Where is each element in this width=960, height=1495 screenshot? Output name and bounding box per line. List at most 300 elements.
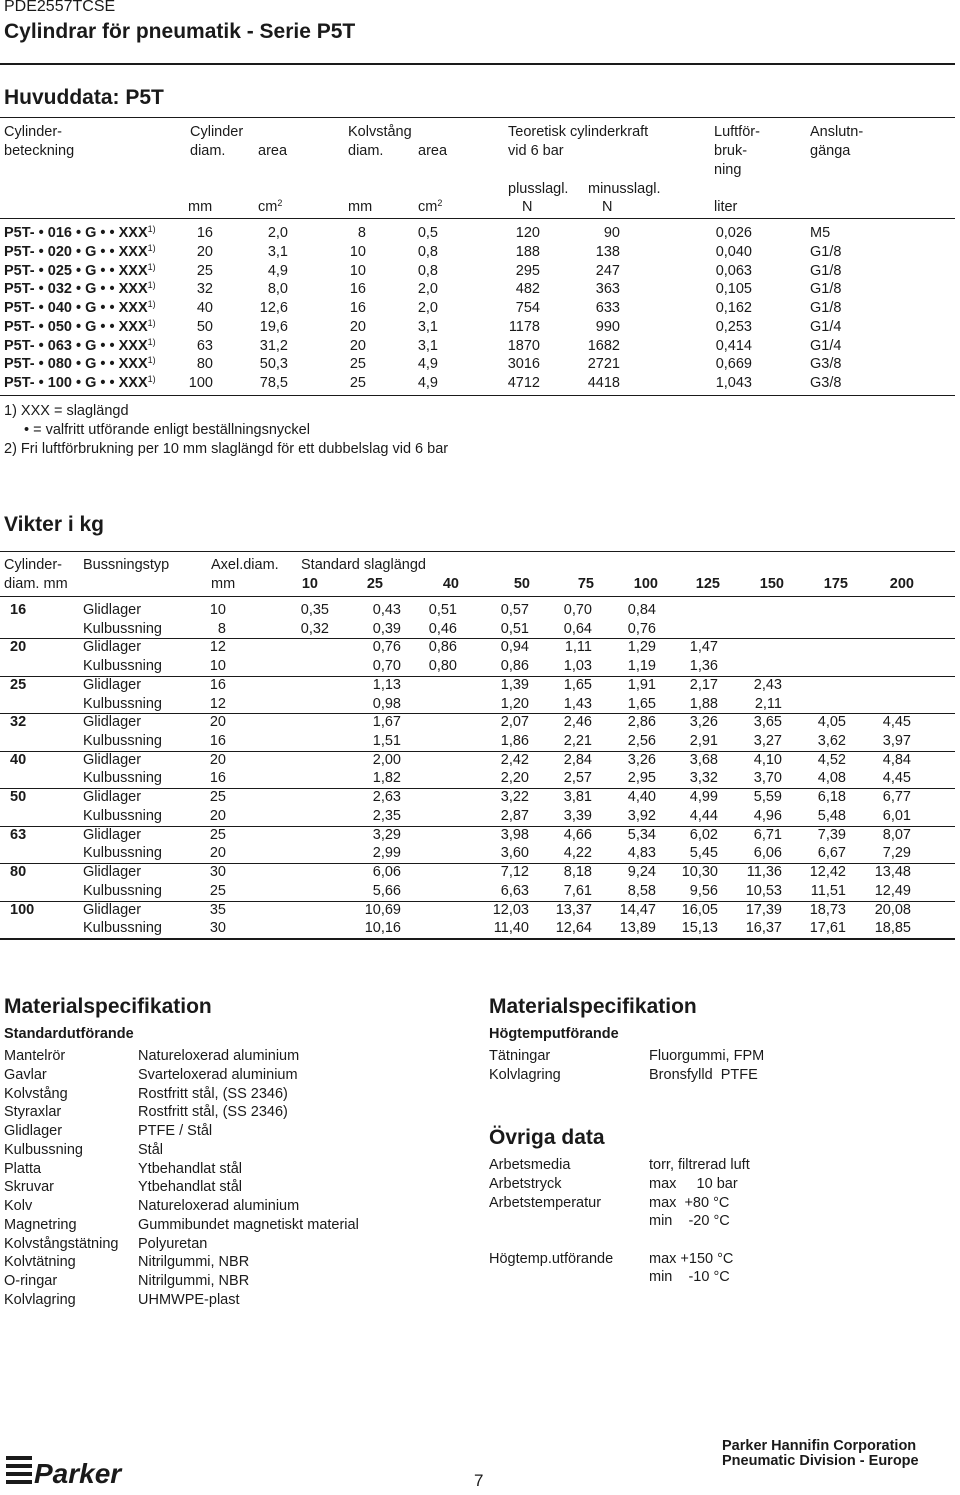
row-axel: 10 — [209, 602, 226, 618]
cell-rd: 25 — [349, 375, 366, 391]
divider — [0, 395, 955, 396]
weight-cell: 1,65 — [563, 676, 592, 693]
cell-air: 0,162 — [715, 300, 752, 316]
weight-cell: 1,36 — [689, 658, 718, 675]
cell-fp: 482 — [515, 281, 540, 298]
cell-conn: G3/8 — [810, 375, 842, 391]
material-label: Gavlar — [4, 1066, 47, 1083]
row-axel: 35 — [209, 901, 226, 918]
stroke-header: 75 — [577, 576, 594, 592]
cell-conn: G1/8 — [810, 243, 842, 260]
weight-cell: 6,18 — [817, 789, 846, 806]
cell-a: 78,5 — [259, 375, 288, 391]
parker-logo — [4, 1452, 136, 1490]
row-type: Glidlager — [83, 602, 142, 618]
cell-fm: 1682 — [587, 337, 620, 354]
row-axel: 16 — [209, 770, 226, 787]
material-label: Kolvlagring — [4, 1291, 76, 1308]
weight-cell: 2,87 — [500, 807, 529, 824]
stroke-header: 25 — [366, 576, 383, 592]
weight-cell: 18,73 — [809, 901, 846, 918]
material-label: Mantelrör — [4, 1048, 66, 1064]
weight-cell: 17,61 — [809, 920, 846, 937]
cell-d: 32 — [196, 281, 213, 298]
weight-cell: 10,30 — [681, 864, 718, 881]
cell-conn: G1/4 — [810, 337, 842, 354]
product-code-text: P5T- • 032 • G • • XXX — [4, 281, 148, 298]
weight-cell: 4,66 — [563, 826, 592, 843]
cell-d: 63 — [196, 337, 213, 354]
weight-cell: 0,98 — [372, 695, 401, 712]
cell-fm: 247 — [595, 262, 620, 279]
cell-d: 80 — [196, 356, 213, 373]
material-value: PTFE / Stål — [138, 1123, 213, 1139]
weight-cell: 4,52 — [817, 751, 846, 768]
weight-cell: 1,11 — [564, 639, 592, 656]
row-axel: 20 — [209, 751, 226, 768]
material-value: Natureloxerad aluminium — [138, 1198, 300, 1214]
material-hot-subtitle: Högtemputförande — [489, 1026, 619, 1042]
weight-cell: 7,61 — [563, 882, 592, 899]
other-media-label: Arbetsmedia — [489, 1157, 571, 1173]
divider — [0, 551, 955, 552]
weight-cell: 11,40 — [493, 920, 529, 937]
weight-cell: 2,11 — [754, 695, 782, 712]
weight-cell: 6,63 — [500, 882, 529, 899]
cell-rd: 10 — [349, 243, 366, 260]
unit-n: N — [602, 199, 613, 215]
col-force: Teoretisk cylinderkraft — [508, 124, 649, 140]
weight-cell: 6,06 — [753, 845, 782, 862]
material-label: Styraxlar — [4, 1104, 62, 1121]
weight-cell: 2,95 — [627, 770, 656, 787]
weight-cell: 9,24 — [627, 864, 656, 881]
row-type: Kulbussning — [83, 882, 162, 899]
row-axel: 16 — [209, 733, 226, 750]
col-force-sub: vid 6 bar — [508, 143, 564, 159]
cell-rd: 16 — [349, 281, 366, 298]
material-label: Skruvar — [4, 1179, 54, 1196]
weight-cell: 3,70 — [753, 770, 782, 787]
unit-cm2 — [258, 199, 282, 215]
weight-cell: 5,48 — [817, 807, 846, 824]
product-code-text: P5T- • 080 • G • • XXX — [4, 356, 148, 373]
row-type: Kulbussning — [83, 845, 162, 862]
weight-cell: 7,29 — [882, 845, 911, 862]
cell-conn: G1/8 — [810, 281, 842, 298]
col-area: area — [258, 143, 288, 159]
row-diam: 32 — [10, 714, 27, 731]
cell-air: 0,669 — [715, 356, 752, 373]
weight-cell: 4,40 — [627, 789, 656, 806]
row-diam: 63 — [10, 826, 27, 843]
weight-cell: 3,22 — [500, 789, 529, 806]
material-value: Natureloxerad aluminium — [138, 1048, 300, 1064]
row-axel: 10 — [209, 658, 226, 675]
row-axel: 30 — [209, 864, 226, 881]
section-title-material-hot: Materialspecifikation — [489, 995, 697, 1018]
cell-fp: 188 — [515, 243, 540, 260]
divider — [0, 596, 955, 597]
weight-cell: 5,34 — [627, 826, 656, 843]
material-std-subtitle: Standardutförande — [4, 1026, 134, 1042]
product-code-text: P5T- • 025 • G • • XXX — [4, 262, 148, 279]
cell-ra: 0,8 — [417, 262, 438, 279]
w-head-cyl: Cylinder- — [4, 557, 63, 573]
cell-fm: 90 — [603, 225, 620, 241]
weight-cell: 0,39 — [372, 620, 401, 637]
material-label: Kolvstångstätning — [4, 1235, 119, 1252]
footnote-ref: 1) — [147, 374, 156, 384]
product-code-text: P5T- • 100 • G • • XXX — [4, 375, 148, 391]
weight-cell: 1,88 — [689, 695, 718, 712]
footnote-ref: 1) — [147, 242, 156, 253]
row-diam: 50 — [10, 789, 27, 806]
weight-cell: 14,47 — [619, 901, 656, 918]
weight-cell: 15,13 — [681, 920, 718, 937]
note-1: 1) XXX = slaglängd — [4, 403, 129, 419]
other-media-value: torr, filtrerad luft — [649, 1157, 750, 1173]
material-label: O-ringar — [4, 1273, 58, 1289]
col-rod-diam: diam. — [348, 143, 384, 159]
unit-mm: mm — [188, 199, 213, 215]
col-plus: plusslagl. — [508, 181, 569, 197]
cell-air: 0,040 — [715, 243, 752, 260]
cell-a: 2,0 — [267, 225, 288, 241]
weight-cell: 6,01 — [882, 807, 911, 824]
weight-cell: 1,19 — [627, 658, 656, 675]
other-temp-label: Arbetstemperatur — [489, 1195, 602, 1211]
row-axel: 25 — [209, 789, 226, 806]
note-bullet: • = valfritt utförande enligt beställningsnyckel — [24, 422, 310, 438]
unit-n: N — [522, 199, 533, 215]
weight-cell: 8,58 — [627, 882, 656, 899]
weight-cell: 3,97 — [882, 733, 911, 750]
other-hot-label: Högtemp.utförande — [489, 1251, 614, 1267]
other-temp-max: max +80 °C — [649, 1195, 730, 1211]
weight-cell: 0,86 — [428, 639, 457, 656]
cell-a: 8,0 — [267, 281, 288, 298]
other-press-label: Arbetstryck — [489, 1176, 562, 1192]
weight-cell: 6,06 — [372, 864, 401, 881]
weight-cell: 12,03 — [492, 901, 529, 918]
cell-ra: 2,0 — [417, 300, 438, 316]
weight-cell: 2,00 — [372, 751, 401, 768]
weight-cell: 1,47 — [689, 639, 718, 656]
weight-cell: 2,56 — [627, 733, 656, 750]
weight-cell: 3,26 — [627, 751, 656, 768]
w-head-cyl2: diam. mm — [4, 576, 68, 592]
divider — [0, 938, 955, 940]
weight-cell: 2,43 — [753, 676, 782, 693]
cell-rd: 8 — [357, 225, 366, 241]
cell-d: 40 — [196, 300, 213, 316]
cell-air: 0,063 — [715, 262, 752, 279]
cell-ra: 3,1 — [417, 318, 438, 335]
weight-cell: 13,89 — [619, 920, 656, 937]
row-axel: 20 — [209, 807, 226, 824]
stroke-header: 150 — [759, 576, 784, 592]
product-code-text: P5T- • 063 • G • • XXX — [4, 337, 148, 354]
page-number: 7 — [474, 1471, 484, 1490]
unit-cm: cm — [418, 199, 438, 215]
weight-cell: 11,51 — [810, 882, 846, 899]
weight-cell: 3,81 — [563, 789, 592, 806]
material-value: UHMWPE-plast — [138, 1291, 240, 1308]
weight-cell: 7,39 — [817, 826, 846, 843]
weight-cell: 0,32 — [300, 620, 329, 637]
stroke-header: 175 — [823, 576, 848, 592]
weight-cell: 1,20 — [500, 695, 529, 712]
weight-cell: 6,02 — [689, 826, 718, 843]
cell-ra: 2,0 — [417, 281, 438, 298]
weight-cell: 0,51 — [428, 602, 457, 618]
row-axel: 25 — [209, 882, 226, 899]
col-conn-1: Anslutn- — [810, 124, 864, 140]
material-value: Stål — [138, 1141, 163, 1158]
unit-cm: cm — [258, 199, 278, 215]
parker-logo-icon — [4, 1452, 136, 1490]
material-value: Polyuretan — [138, 1235, 208, 1252]
row-axel: 25 — [209, 826, 226, 843]
cell-fm: 138 — [595, 243, 620, 260]
cell-conn: G3/8 — [810, 356, 842, 373]
row-type: Glidlager — [83, 826, 142, 843]
row-axel: 20 — [209, 714, 226, 731]
weight-cell: 0,76 — [372, 639, 401, 656]
cell-fm: 633 — [595, 300, 620, 316]
weight-cell: 12,49 — [874, 882, 911, 899]
weight-cell: 3,26 — [689, 714, 718, 731]
row-type: Glidlager — [83, 864, 142, 881]
weight-cell: 1,65 — [627, 695, 656, 712]
weight-cell: 0,46 — [428, 620, 457, 637]
cell-a: 31,2 — [259, 337, 288, 354]
weight-cell: 2,86 — [627, 714, 656, 731]
material-label: Glidlager — [4, 1123, 63, 1139]
col-air-1: Luftför- — [714, 124, 760, 140]
cell-a: 50,3 — [259, 356, 288, 373]
cell-fp: 295 — [515, 262, 540, 279]
row-axel: 16 — [209, 676, 226, 693]
w-head-axel2: mm — [211, 576, 236, 592]
cell-rd: 10 — [349, 262, 366, 279]
footnote-ref: 1) — [147, 299, 156, 309]
section-title-other: Övriga data — [489, 1126, 605, 1149]
cell-a: 4,9 — [267, 262, 288, 279]
material-value: Nitrilgummi, NBR — [138, 1273, 250, 1289]
stroke-header: 40 — [442, 576, 459, 592]
material-label: Kolvtätning — [4, 1254, 76, 1271]
weight-cell: 2,17 — [689, 676, 718, 693]
w-head-std: Standard slaglängd — [301, 557, 426, 573]
row-type: Kulbussning — [83, 807, 162, 824]
weight-cell: 0,84 — [627, 602, 656, 618]
weight-cell: 7,12 — [500, 864, 529, 881]
material-value: Bronsfylld PTFE — [649, 1067, 758, 1083]
cell-air: 0,414 — [715, 337, 752, 354]
weight-cell: 4,96 — [753, 807, 782, 824]
col-air-2: bruk- — [714, 143, 748, 159]
weight-cell: 3,27 — [753, 733, 782, 750]
other-hot-min: min -10 °C — [649, 1269, 730, 1285]
cell-d: 100 — [188, 375, 213, 391]
section-title-material-std: Materialspecifikation — [4, 995, 212, 1018]
weight-cell: 6,67 — [817, 845, 846, 862]
row-type: Kulbussning — [83, 658, 162, 675]
row-axel: 20 — [209, 845, 226, 862]
weight-cell: 10,16 — [364, 920, 401, 937]
material-label: Kolvstång — [4, 1085, 68, 1102]
product-code-text: P5T- • 020 • G • • XXX — [4, 243, 148, 260]
weight-cell: 10,53 — [745, 882, 782, 899]
page-title: Cylindrar för pneumatik - Serie P5T — [4, 20, 356, 43]
weight-cell: 2,35 — [372, 807, 401, 824]
note-2: 2) Fri luftförbrukning per 10 mm slaglängd för ett dubbelslag vid 6 bar — [4, 441, 449, 457]
weight-cell: 5,59 — [753, 789, 782, 806]
other-temp-min: min -20 °C — [649, 1213, 730, 1229]
cell-fm: 990 — [595, 318, 620, 335]
w-head-bush: Bussningstyp — [83, 557, 170, 573]
row-diam: 20 — [10, 639, 27, 656]
cell-d: 50 — [196, 318, 213, 335]
section-title-main-data: Huvuddata: P5T — [4, 86, 164, 109]
weight-cell: 3,65 — [753, 714, 782, 731]
weight-cell: 2,07 — [500, 714, 529, 731]
unit-mm: mm — [348, 199, 373, 215]
weight-cell: 3,29 — [372, 826, 401, 843]
cell-air: 1,043 — [715, 375, 752, 391]
unit-sq: 2 — [277, 198, 283, 208]
weight-cell: 1,86 — [500, 733, 529, 750]
weight-cell: 11,36 — [746, 864, 782, 881]
product-code-text: P5T- • 016 • G • • XXX — [4, 225, 148, 241]
cell-fp: 120 — [515, 225, 540, 241]
weight-cell: 17,39 — [745, 901, 782, 918]
material-value: Fluorgummi, FPM — [649, 1048, 765, 1064]
weight-cell: 4,84 — [882, 751, 911, 768]
row-type: Glidlager — [83, 639, 142, 656]
weight-cell: 8,07 — [882, 826, 911, 843]
weight-cell: 0,64 — [563, 620, 592, 637]
weight-cell: 8,18 — [563, 864, 592, 881]
weight-cell: 2,21 — [563, 733, 592, 750]
material-label: Platta — [4, 1160, 42, 1177]
cell-ra: 4,9 — [417, 356, 438, 373]
row-type: Kulbussning — [83, 920, 162, 937]
cell-rd: 20 — [349, 337, 366, 354]
row-type: Glidlager — [83, 751, 142, 768]
weight-cell: 16,37 — [745, 920, 782, 937]
weight-cell: 0,70 — [563, 602, 592, 618]
weight-cell: 4,45 — [882, 770, 911, 787]
weight-cell: 2,42 — [500, 751, 529, 768]
weight-cell: 0,43 — [372, 602, 401, 618]
weight-cell: 0,76 — [627, 620, 656, 637]
cell-a: 19,6 — [259, 318, 288, 335]
weight-cell: 0,35 — [300, 602, 329, 618]
col-designation-1: Cylinder- — [4, 124, 63, 140]
weight-cell: 0,51 — [500, 620, 529, 637]
other-press-value: max 10 bar — [649, 1176, 738, 1192]
col-diam: diam. — [190, 143, 226, 159]
weight-cell: 2,57 — [563, 770, 592, 787]
cell-conn: G1/8 — [810, 262, 842, 279]
cell-air: 0,105 — [715, 281, 752, 298]
footer-division: Pneumatic Division - Europe — [722, 1453, 919, 1469]
col-rod-area: area — [418, 143, 448, 159]
unit-sq: 2 — [437, 198, 443, 208]
weight-cell: 2,63 — [372, 789, 401, 806]
footnote-ref: 1) — [147, 280, 156, 291]
cell-d: 16 — [196, 225, 213, 241]
weight-cell: 0,80 — [428, 658, 457, 675]
weight-cell: 3,68 — [689, 751, 718, 768]
weight-cell: 1,82 — [372, 770, 401, 787]
col-rod: Kolvstång — [348, 124, 412, 140]
weight-cell: 18,85 — [874, 920, 911, 937]
weight-cell: 2,99 — [372, 845, 401, 862]
col-cylinder: Cylinder — [190, 124, 244, 140]
w-head-axel: Axel.diam. — [211, 557, 279, 573]
divider — [0, 117, 955, 118]
weight-cell: 2,84 — [563, 751, 592, 768]
row-type: Glidlager — [83, 789, 142, 806]
weight-cell: 2,91 — [689, 733, 718, 750]
material-value: Rostfritt stål, (SS 2346) — [138, 1085, 288, 1102]
material-value: Rostfritt stål, (SS 2346) — [138, 1104, 288, 1121]
cell-fp: 1870 — [507, 337, 540, 354]
row-type: Glidlager — [83, 714, 142, 731]
cell-conn: G1/8 — [810, 300, 842, 316]
weight-cell: 1,03 — [563, 658, 592, 675]
row-diam: 25 — [10, 676, 27, 693]
weight-cell: 4,10 — [753, 751, 782, 768]
footnote-ref: 1) — [147, 336, 156, 347]
row-axel: 8 — [217, 620, 226, 637]
weight-cell: 3,98 — [500, 826, 529, 843]
row-type: Kulbussning — [83, 695, 162, 712]
weight-cell: 10,69 — [364, 901, 401, 918]
weight-cell: 4,05 — [817, 714, 846, 731]
section-title-weights: Vikter i kg — [4, 513, 104, 536]
weight-cell: 4,83 — [627, 845, 656, 862]
doc-code: PDE2557TCSE — [4, 0, 116, 15]
weight-cell: 13,48 — [874, 864, 911, 881]
cell-rd: 16 — [349, 300, 366, 316]
cell-a: 3,1 — [267, 243, 288, 260]
weight-cell: 1,67 — [372, 714, 401, 731]
divider — [0, 63, 955, 65]
weight-cell: 1,39 — [500, 676, 529, 693]
weight-cell: 3,62 — [817, 733, 846, 750]
cell-conn: G1/4 — [810, 318, 842, 335]
weight-cell: 2,20 — [500, 770, 529, 787]
weight-cell: 2,46 — [563, 714, 592, 731]
row-axel: 12 — [209, 639, 226, 656]
weight-cell: 3,39 — [563, 807, 592, 824]
cell-ra: 3,1 — [417, 337, 438, 354]
weight-cell: 5,66 — [372, 882, 401, 899]
weight-cell: 0,94 — [500, 639, 529, 656]
cell-fm: 363 — [595, 281, 620, 298]
row-type: Kulbussning — [83, 770, 162, 787]
cell-d: 20 — [196, 243, 213, 260]
divider — [0, 218, 955, 219]
stroke-header: 10 — [301, 576, 318, 592]
col-minus: minusslagl. — [588, 181, 661, 197]
weight-cell: 0,70 — [372, 658, 401, 675]
